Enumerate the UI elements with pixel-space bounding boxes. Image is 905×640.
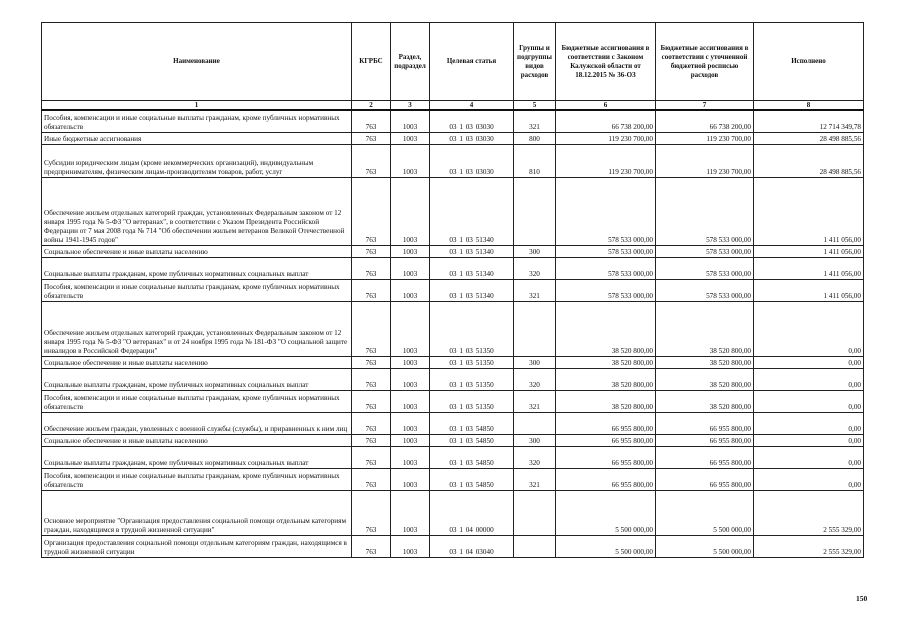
column-number: 2 <box>352 101 391 111</box>
row-executed-amount: 2 555 329,00 <box>754 490 864 535</box>
row-executed-amount: 1 411 056,00 <box>754 279 864 301</box>
row-roster-amount: 5 500 000,00 <box>656 490 754 535</box>
table-row <box>42 132 864 144</box>
budget-table <box>41 22 864 558</box>
row-name: Социальные выплаты гражданам, кроме публичных нормативных социальных выплат <box>42 446 352 468</box>
row-law-amount: 66 738 200,00 <box>556 110 656 132</box>
table-row <box>42 301 864 356</box>
row-name: Социальное обеспечение и иные выплаты населению <box>42 434 352 446</box>
row-kgrbs: 763 <box>352 177 391 245</box>
row-target: 03 1 03 03030 <box>430 144 514 177</box>
table-row <box>42 535 864 557</box>
row-executed-amount: 0,00 <box>754 368 864 390</box>
row-name: Пособия, компенсации и иные социальные выплаты гражданам, кроме публичных нормативных обязательств <box>42 390 352 412</box>
table-row <box>42 368 864 390</box>
header-target: Целевая статья <box>430 23 514 101</box>
row-target: 03 1 03 51340 <box>430 257 514 279</box>
row-kgrbs: 763 <box>352 301 391 356</box>
row-target: 03 1 03 54850 <box>430 468 514 490</box>
row-kgrbs: 763 <box>352 490 391 535</box>
row-kgrbs: 763 <box>352 132 391 144</box>
row-target: 03 1 03 51350 <box>430 368 514 390</box>
row-roster-amount: 38 520 800,00 <box>656 301 754 356</box>
row-target: 03 1 03 51350 <box>430 356 514 368</box>
row-name: Основное мероприятие "Организация предоставления социальной помощи отдельным категориям граждан, находящимся в трудной жизненной ситуации" <box>42 490 352 535</box>
table-header-row <box>42 23 864 101</box>
row-roster-amount: 578 533 000,00 <box>656 279 754 301</box>
row-name: Иные бюджетные ассигнования <box>42 132 352 144</box>
table-row <box>42 434 864 446</box>
row-group <box>514 177 556 245</box>
row-section: 1003 <box>391 110 430 132</box>
row-name: Социальные выплаты гражданам, кроме публичных нормативных социальных выплат <box>42 368 352 390</box>
row-kgrbs: 763 <box>352 245 391 257</box>
row-name: Пособия, компенсации и иные социальные выплаты гражданам, кроме публичных нормативных обязательств <box>42 110 352 132</box>
row-target: 03 1 03 54850 <box>430 446 514 468</box>
column-number: 3 <box>391 101 430 111</box>
row-kgrbs: 763 <box>352 535 391 557</box>
row-roster-amount: 66 955 800,00 <box>656 446 754 468</box>
table-row <box>42 412 864 434</box>
row-roster-amount: 66 955 800,00 <box>656 434 754 446</box>
row-kgrbs: 763 <box>352 446 391 468</box>
table-row <box>42 257 864 279</box>
column-number: 7 <box>656 101 754 111</box>
table-row <box>42 245 864 257</box>
row-law-amount: 38 520 800,00 <box>556 356 656 368</box>
row-kgrbs: 763 <box>352 434 391 446</box>
column-number: 1 <box>42 101 352 111</box>
row-group <box>514 412 556 434</box>
row-section: 1003 <box>391 257 430 279</box>
table-row <box>42 177 864 245</box>
row-kgrbs: 763 <box>352 144 391 177</box>
row-group <box>514 535 556 557</box>
row-executed-amount: 1 411 056,00 <box>754 257 864 279</box>
row-target: 03 1 03 51340 <box>430 245 514 257</box>
row-roster-amount: 38 520 800,00 <box>656 356 754 368</box>
row-group: 800 <box>514 132 556 144</box>
row-group <box>514 490 556 535</box>
row-group: 300 <box>514 356 556 368</box>
row-executed-amount: 28 498 885,56 <box>754 132 864 144</box>
column-number: 6 <box>556 101 656 111</box>
row-section: 1003 <box>391 468 430 490</box>
table-row <box>42 490 864 535</box>
row-group <box>514 301 556 356</box>
row-executed-amount: 1 411 056,00 <box>754 177 864 245</box>
header-roster: Бюджетные ассигнования в соответствии с уточненной бюджетной росписью расходов <box>656 23 754 101</box>
row-roster-amount: 578 533 000,00 <box>656 245 754 257</box>
row-name: Социальное обеспечение и иные выплаты населению <box>42 245 352 257</box>
row-section: 1003 <box>391 356 430 368</box>
row-section: 1003 <box>391 132 430 144</box>
row-name: Пособия, компенсации и иные социальные выплаты гражданам, кроме публичных нормативных обязательств <box>42 468 352 490</box>
row-law-amount: 578 533 000,00 <box>556 245 656 257</box>
row-section: 1003 <box>391 144 430 177</box>
row-roster-amount: 578 533 000,00 <box>656 257 754 279</box>
row-target: 03 1 03 54850 <box>430 412 514 434</box>
row-name: Обеспечение жильем отдельных категорий граждан, установленных Федеральным законом от 12 января 1995 года № 5-ФЗ "О ветеранах" и от 24 ноября 1995 года № 181-ФЗ "О социальной защите инвалидов в Российской Федерации" <box>42 301 352 356</box>
row-law-amount: 66 955 800,00 <box>556 412 656 434</box>
row-name: Обеспечение жильем отдельных категорий граждан, установленных Федеральным законом от 12 января 1995 года № 5-ФЗ "О ветеранах", в соответствии с Указом Президента Российской Федерации от 7 мая 2008 года № 714 "Об обеспечении жильем ветеранов Великой Отечественной войны 1941-1945 годов" <box>42 177 352 245</box>
row-group: 320 <box>514 446 556 468</box>
table-row <box>42 279 864 301</box>
row-name: Социальные выплаты гражданам, кроме публичных нормативных социальных выплат <box>42 257 352 279</box>
row-law-amount: 66 955 800,00 <box>556 434 656 446</box>
row-group: 320 <box>514 257 556 279</box>
row-name: Организация предоставления социальной помощи отдельным категориям граждан, находящимся в трудной жизненной ситуации <box>42 535 352 557</box>
row-section: 1003 <box>391 434 430 446</box>
row-executed-amount: 0,00 <box>754 390 864 412</box>
row-target: 03 1 03 51350 <box>430 390 514 412</box>
row-roster-amount: 38 520 800,00 <box>656 368 754 390</box>
row-law-amount: 38 520 800,00 <box>556 301 656 356</box>
row-law-amount: 38 520 800,00 <box>556 390 656 412</box>
row-executed-amount: 28 498 885,56 <box>754 144 864 177</box>
row-name: Пособия, компенсации и иные социальные выплаты гражданам, кроме публичных нормативных обязательств <box>42 279 352 301</box>
table-row <box>42 144 864 177</box>
row-target: 03 1 03 03030 <box>430 110 514 132</box>
column-number: 4 <box>430 101 514 111</box>
row-roster-amount: 66 955 800,00 <box>656 412 754 434</box>
row-roster-amount: 119 230 700,00 <box>656 132 754 144</box>
row-law-amount: 119 230 700,00 <box>556 144 656 177</box>
row-group: 321 <box>514 390 556 412</box>
row-target: 03 1 03 54850 <box>430 434 514 446</box>
row-executed-amount: 0,00 <box>754 468 864 490</box>
row-law-amount: 38 520 800,00 <box>556 368 656 390</box>
table-body <box>42 110 864 557</box>
row-law-amount: 119 230 700,00 <box>556 132 656 144</box>
row-group: 320 <box>514 368 556 390</box>
table-row <box>42 110 864 132</box>
row-target: 03 1 03 51340 <box>430 177 514 245</box>
row-section: 1003 <box>391 245 430 257</box>
row-kgrbs: 763 <box>352 412 391 434</box>
row-law-amount: 578 533 000,00 <box>556 257 656 279</box>
row-section: 1003 <box>391 279 430 301</box>
column-number-row <box>42 101 864 111</box>
header-executed: Исполнено <box>754 23 864 101</box>
header-section: Раздел, подраздел <box>391 23 430 101</box>
table-row <box>42 390 864 412</box>
row-kgrbs: 763 <box>352 257 391 279</box>
row-law-amount: 5 500 000,00 <box>556 535 656 557</box>
row-law-amount: 66 955 800,00 <box>556 468 656 490</box>
row-section: 1003 <box>391 446 430 468</box>
table-row <box>42 446 864 468</box>
row-section: 1003 <box>391 490 430 535</box>
row-law-amount: 578 533 000,00 <box>556 279 656 301</box>
row-executed-amount: 0,00 <box>754 446 864 468</box>
header-kgrbs: КГРБС <box>352 23 391 101</box>
row-target: 03 1 04 03040 <box>430 535 514 557</box>
column-number: 5 <box>514 101 556 111</box>
column-number: 8 <box>754 101 864 111</box>
page-number: 150 <box>856 594 868 603</box>
row-law-amount: 66 955 800,00 <box>556 446 656 468</box>
row-kgrbs: 763 <box>352 279 391 301</box>
row-executed-amount: 0,00 <box>754 412 864 434</box>
row-executed-amount: 0,00 <box>754 434 864 446</box>
row-section: 1003 <box>391 535 430 557</box>
row-roster-amount: 38 520 800,00 <box>656 390 754 412</box>
row-kgrbs: 763 <box>352 468 391 490</box>
row-section: 1003 <box>391 390 430 412</box>
row-section: 1003 <box>391 177 430 245</box>
row-name: Субсидии юридическим лицам (кроме некоммерческих организаций), индивидуальным предпринимателям, физическим лицам-производителям товаров, работ, услуг <box>42 144 352 177</box>
row-target: 03 1 03 51340 <box>430 279 514 301</box>
row-executed-amount: 0,00 <box>754 301 864 356</box>
row-executed-amount: 2 555 329,00 <box>754 535 864 557</box>
row-group: 810 <box>514 144 556 177</box>
row-roster-amount: 578 533 000,00 <box>656 177 754 245</box>
row-law-amount: 5 500 000,00 <box>556 490 656 535</box>
row-target: 03 1 03 03030 <box>430 132 514 144</box>
row-executed-amount: 0,00 <box>754 356 864 368</box>
row-name: Социальное обеспечение и иные выплаты населению <box>42 356 352 368</box>
row-section: 1003 <box>391 412 430 434</box>
row-kgrbs: 763 <box>352 110 391 132</box>
header-group: Группы и подгруппы видов расходов <box>514 23 556 101</box>
row-executed-amount: 1 411 056,00 <box>754 245 864 257</box>
row-name: Обеспечение жильем граждан, уволенных с военной службы (службы), и приравненных к ним лиц <box>42 412 352 434</box>
row-target: 03 1 04 00000 <box>430 490 514 535</box>
row-section: 1003 <box>391 301 430 356</box>
row-kgrbs: 763 <box>352 390 391 412</box>
table-row <box>42 356 864 368</box>
row-roster-amount: 5 500 000,00 <box>656 535 754 557</box>
header-name: Наименование <box>42 23 352 101</box>
row-roster-amount: 119 230 700,00 <box>656 144 754 177</box>
row-roster-amount: 66 738 200,00 <box>656 110 754 132</box>
row-roster-amount: 66 955 800,00 <box>656 468 754 490</box>
row-executed-amount: 12 714 349,78 <box>754 110 864 132</box>
row-group: 321 <box>514 468 556 490</box>
row-section: 1003 <box>391 368 430 390</box>
row-target: 03 1 03 51350 <box>430 301 514 356</box>
header-law: Бюджетные ассигнования в соответствии с Законом Калужской области от 18.12.2015 № 36-ОЗ <box>556 23 656 101</box>
row-group: 321 <box>514 279 556 301</box>
table-row <box>42 468 864 490</box>
row-kgrbs: 763 <box>352 368 391 390</box>
row-group: 300 <box>514 434 556 446</box>
row-group: 321 <box>514 110 556 132</box>
row-group: 300 <box>514 245 556 257</box>
row-law-amount: 578 533 000,00 <box>556 177 656 245</box>
row-kgrbs: 763 <box>352 356 391 368</box>
